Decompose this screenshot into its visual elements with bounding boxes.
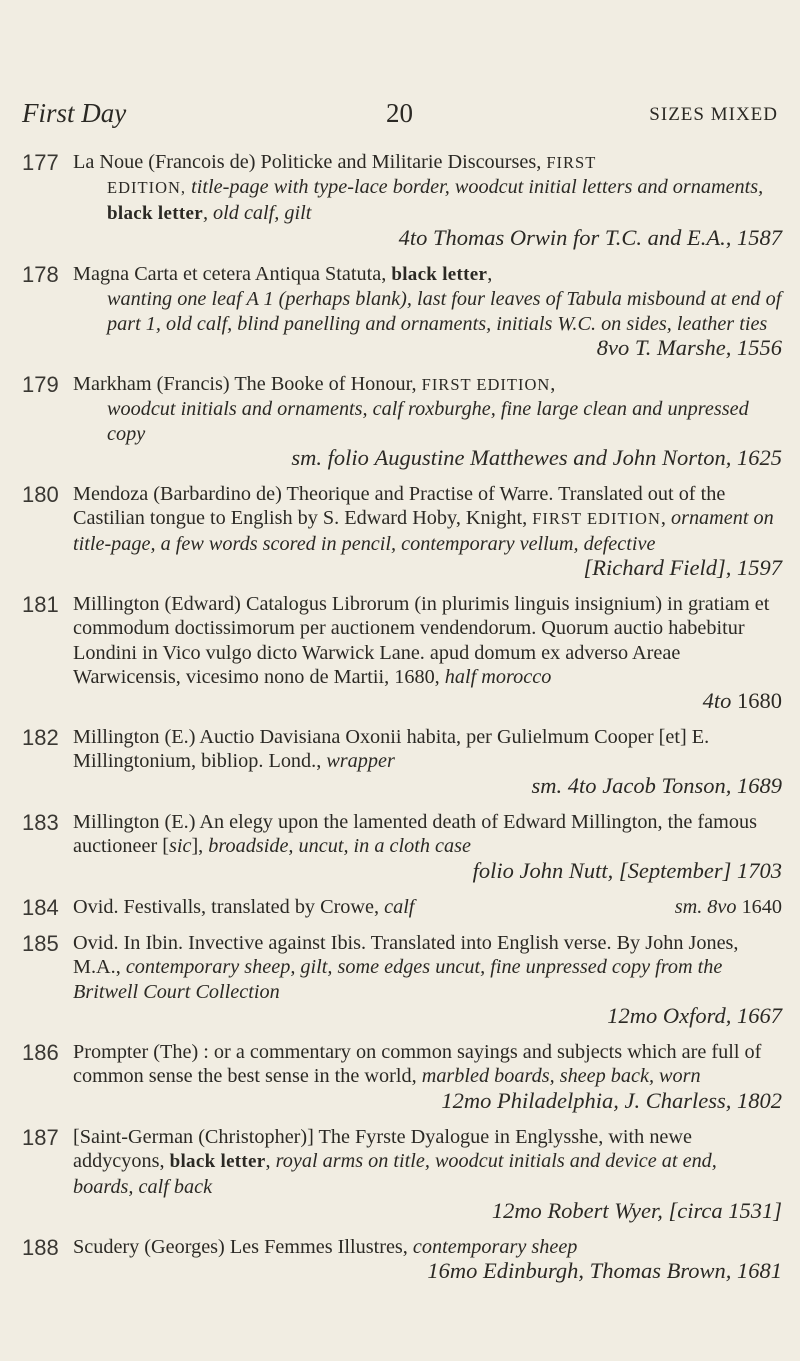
lot-imprint: sm. 4to Jacob Tonson, 1689	[531, 772, 782, 798]
lot-number: 179	[22, 372, 59, 397]
lot-description: Prompter (The) : or a commentary on common sayings and subjects which are full of common sense the best sense in the world, marbled boards, sheep back, worn 12mo Philadelphia, J. Charless, 1802	[73, 1041, 782, 1113]
lot-number: 183	[22, 810, 59, 835]
lot-description: La Noue (Francois de) Politicke and Militarie Discourses, FIRST EDITION, title-page with type-lace border, woodcut initial letters and ornaments, black letter, old calf, gilt 4to Thomas Orwin for T.C. and E.A., 1587	[73, 151, 782, 250]
lot-imprint: sm. folio Augustine Matthewes and John Norton, 1625	[291, 444, 782, 470]
lot-number: 177	[22, 150, 59, 175]
page-header	[22, 98, 778, 132]
header-day: First Day	[22, 98, 127, 128]
lot-imprint: 12mo Robert Wyer, [circa 1531]	[491, 1197, 782, 1223]
lot-number: 178	[22, 262, 59, 287]
lot-imprint: 4to Thomas Orwin for T.C. and E.A., 1587	[398, 224, 782, 250]
lot-description: Mendoza (Barbardino de) Theorique and Practise of Warre. Translated out of the Castilian tongue to English by S. Edward Hoby, Knight, FIRST EDITION, ornament on title-page, a few words scored in pencil, contemporary vellum, defective [Richard Field], 1597	[73, 483, 782, 580]
lot-number: 186	[22, 1040, 59, 1065]
lot-description: Scudery (Georges) Les Femmes Illustres, contemporary sheep 16mo Edinburgh, Thomas Brown, 1681	[73, 1236, 782, 1284]
lot-imprint: [Richard Field], 1597	[583, 554, 782, 580]
lot-imprint: 4to 1680	[702, 688, 782, 714]
lot-description: Millington (E.) Auctio Davisiana Oxonii habita, per Gulielmum Cooper [et] E. Millingtonium, bibliop. Lond., wrapper sm. 4to Jacob Tonson, 1689	[73, 726, 782, 798]
lot-description: Millington (Edward) Catalogus Librorum (in plurimis linguis insignium) in gratiam et commodum doctissimorum per auctionem vendendorum. Quorum auctio habebitur Londini in Vico vulgo dicto Warwick Lane. apud domum ex adverso Areae Warwicensis, vicesimo nono de Martii, 1680, half morocco 4to 1680	[73, 593, 782, 714]
lot-description: Ovid. Festivalls, translated by Crowe, calf sm. 8vo 1640	[73, 896, 782, 918]
lot-number: 180	[22, 482, 59, 507]
page-number: 20	[386, 98, 413, 128]
lot-number: 182	[22, 725, 59, 750]
lot-description: Millington (E.) An elegy upon the lamented death of Edward Millington, the famous auctioneer [sic], broadside, uncut, in a cloth case folio John Nutt, [September] 1703	[73, 811, 782, 883]
lot-number: 188	[22, 1235, 59, 1260]
lot-number: 187	[22, 1125, 59, 1150]
lot-description: Magna Carta et cetera Antiqua Statuta, black letter, wanting one leaf A 1 (perhaps blank), last four leaves of Tabula misbound at end of part 1, old calf, blind panelling and ornaments, initials W.C. on sides, leather ties 8vo T. Marshe, 1556	[73, 263, 782, 360]
lot-description: Markham (Francis) The Booke of Honour, FIRST EDITION, woodcut initials and ornaments, calf roxburghe, fine large clean and unpressed copy sm. folio Augustine Matthewes and John Norton, 1625	[73, 373, 782, 470]
lot-imprint: 8vo T. Marshe, 1556	[596, 334, 782, 360]
lot-number: 184	[22, 895, 59, 920]
lot-number: 185	[22, 931, 59, 956]
lot-number: 181	[22, 592, 59, 617]
lot-imprint: 12mo Oxford, 1667	[607, 1002, 782, 1028]
lot-imprint: 16mo Edinburgh, Thomas Brown, 1681	[427, 1258, 782, 1284]
header-section: SIZES MIXED	[649, 104, 778, 125]
lot-description: Ovid. In Ibin. Invective against Ibis. Translated into English verse. By John Jones, M.A., contemporary sheep, gilt, some edges uncut, fine unpressed copy from the Britwell Court Collection 12mo Oxford, 1667	[73, 932, 782, 1028]
lot-imprint: 12mo Philadelphia, J. Charless, 1802	[441, 1087, 782, 1113]
lot-imprint: folio John Nutt, [September] 1703	[472, 857, 782, 883]
lot-description: [Saint-German (Christopher)] The Fyrste Dyalogue in Englysshe, with newe addycyons, black letter, royal arms on title, woodcut initials and device at end, boards, calf back 12mo Robert Wyer, [circa 1531]	[73, 1126, 782, 1223]
